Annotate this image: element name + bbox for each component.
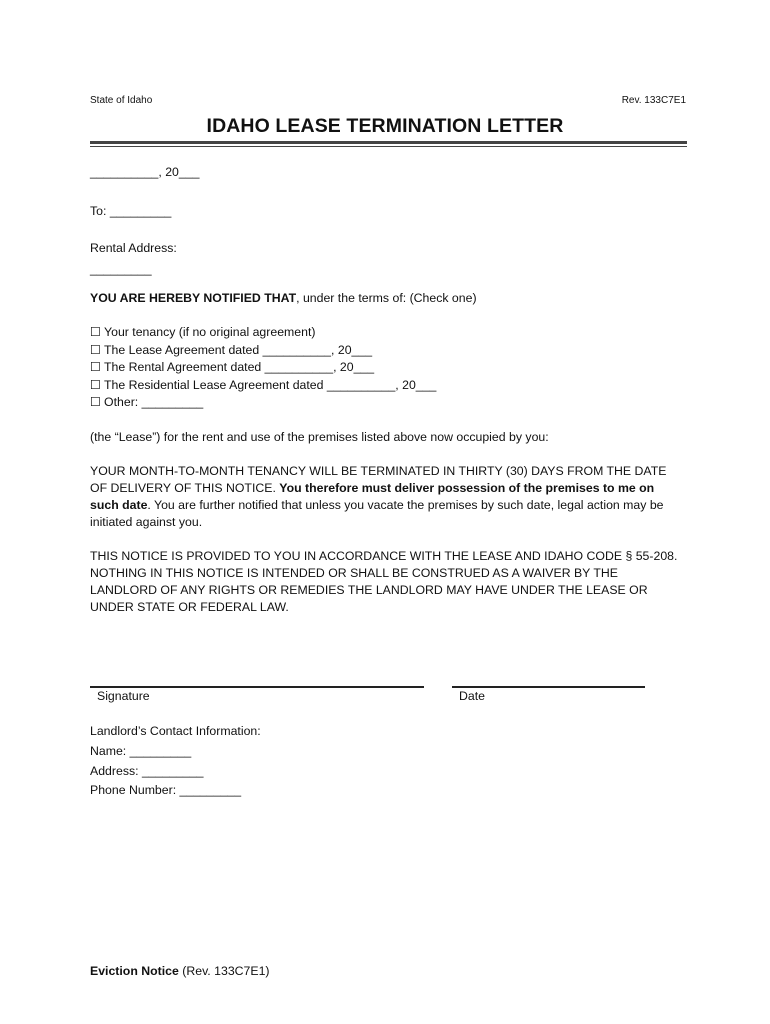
termination-text-2: . You are further notified that unless you vacate the premises by such date, legal action may be initiated against you. bbox=[90, 498, 664, 529]
checkbox-icon[interactable]: ☐ bbox=[90, 360, 102, 375]
notice-intro-bold: YOU ARE HEREBY NOTIFIED THAT bbox=[90, 291, 297, 305]
title-rule-thick bbox=[90, 141, 687, 144]
revision-header: Rev. 133C7E1 bbox=[621, 95, 686, 106]
termination-text-1: YOUR MONTH-TO-MONTH TENANCY WILL BE TERMINATED IN THIRTY (30) DAYS FROM THE DATE OF DELIVERY OF THIS NOTICE. bbox=[90, 464, 667, 495]
option-label: The Residential Lease Agreement dated __________, 20___ bbox=[104, 377, 437, 392]
contact-name: Name: _________ bbox=[90, 744, 192, 758]
termination-paragraph bbox=[90, 463, 680, 531]
footer-bold: Eviction Notice bbox=[90, 964, 179, 978]
option-label: The Lease Agreement dated __________, 20___ bbox=[104, 342, 373, 357]
lease-type-options bbox=[90, 324, 436, 412]
checkbox-icon[interactable]: ☐ bbox=[90, 395, 102, 410]
contact-heading: Landlord’s Contact Information: bbox=[90, 724, 261, 738]
notice-intro-rest: , under the terms of: (Check one) bbox=[296, 291, 477, 305]
checkbox-icon[interactable]: ☐ bbox=[90, 342, 102, 357]
title-rule-thin bbox=[90, 146, 687, 147]
lease-sentence: (the “Lease”) for the rent and use of the premises listed above now occupied by you: bbox=[90, 430, 549, 444]
contact-phone: Phone Number: _________ bbox=[90, 783, 242, 797]
rental-address-blank: _________ bbox=[90, 262, 152, 276]
checkbox-icon[interactable]: ☐ bbox=[90, 377, 102, 392]
option-rental-agreement[interactable] bbox=[90, 359, 436, 377]
signature-label: Signature bbox=[97, 689, 150, 703]
contact-address: Address: _________ bbox=[90, 764, 204, 778]
footer bbox=[90, 964, 270, 978]
document-title: IDAHO LEASE TERMINATION LETTER bbox=[206, 115, 564, 137]
rental-address-label: Rental Address: bbox=[90, 241, 177, 255]
notice-intro bbox=[90, 290, 690, 307]
legal-notice-paragraph: THIS NOTICE IS PROVIDED TO YOU IN ACCORDANCE WITH THE LEASE AND IDAHO CODE § 55-208. NOTHING IN THIS NOTICE IS INTENDED OR SHALL BE CONSTRUED AS A WAIVER BY THE LANDLORD OF ANY RIGHTS OR REMEDIES THE LANDLORD MAY HAVE UNDER THE LEASE OR UNDER STATE OR FEDERAL LAW. bbox=[90, 549, 678, 614]
option-residential-lease[interactable] bbox=[90, 377, 436, 395]
option-tenancy[interactable] bbox=[90, 324, 436, 342]
option-other[interactable] bbox=[90, 394, 436, 412]
option-lease-agreement[interactable] bbox=[90, 342, 436, 360]
to-line: To: _________ bbox=[90, 204, 172, 218]
footer-rest: (Rev. 133C7E1) bbox=[178, 964, 270, 978]
date-line: __________, 20___ bbox=[90, 165, 200, 179]
termination-text-bold: You therefore must deliver possession of the premises to me on such date bbox=[90, 481, 655, 512]
date-label: Date bbox=[459, 689, 485, 703]
state-header: State of Idaho bbox=[90, 95, 153, 106]
checkbox-icon[interactable]: ☐ bbox=[90, 325, 102, 339]
option-label: Other: _________ bbox=[104, 395, 204, 410]
option-label: Your tenancy (if no original agreement) bbox=[104, 325, 316, 339]
option-label: The Rental Agreement dated __________, 20___ bbox=[104, 360, 375, 375]
